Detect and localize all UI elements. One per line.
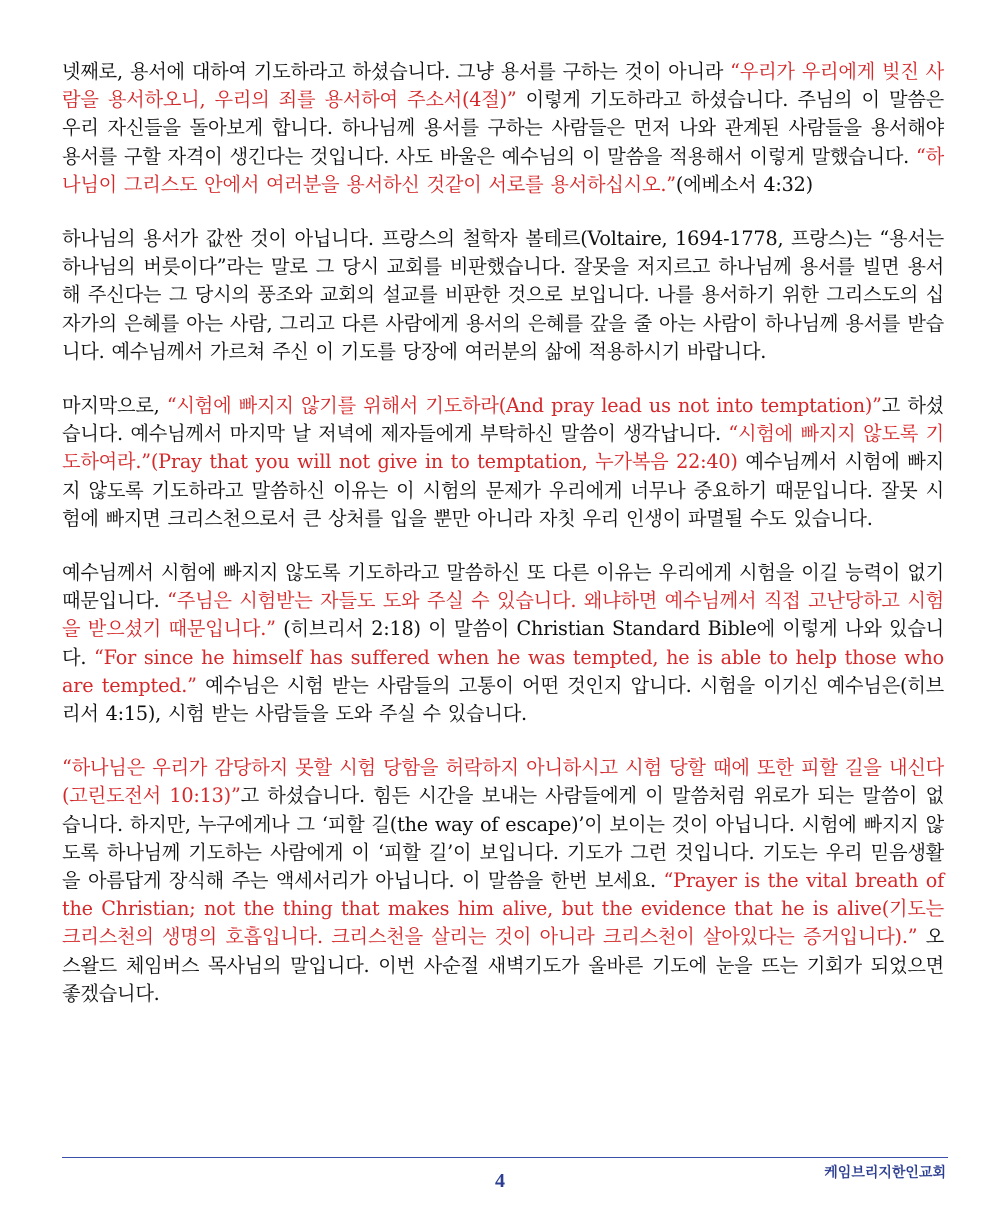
text-run: (에베소서 4:32) [675,172,813,196]
quote-chambers: “Prayer is the vital breath of the Christian; not the thing that makes him alive, but the evidence that he is alive(기도는 크리스천의 생명의 호흡입니다. 크리스천을 살리는 것이 아니라 크리스천이 살아있다는 증거입니다).” [62,869,944,949]
text-run: 예수님께서 시험에 빠지지 않도록 기도하라고 말씀하신 이유는 이 시험의 문제가 우리에게 너무나 중요하기 때문입니다. 잘못 시험에 빠지면 크리스천으로서 큰 상처를 입을 뿐만 아니라 자칫 우리 인생이 파멸될 수도 있습니다. [62,450,944,530]
text-run: 오스왈드 체임버스 목사님의 말입니다. 이번 사순절 새벽기도가 올바른 기도에 눈을 뜨는 기회가 되었으면 좋겠습니다. [62,925,945,1005]
quote-ephesians: “하나님이 그리스도 안에서 여러분을 용서하신 것같이 서로를 용서하십시오.” [62,144,944,196]
text-run: 넷째로, 용서에 대하여 기도하라고 하셨습니다. 그냥 용서를 구하는 것이 아니라 [62,60,731,83]
body-content [62,58,944,1034]
paragraph-voltaire [62,225,944,366]
church-name: 케임브리지한인교회 [824,1165,946,1181]
quote-luke: “시험에 빠지지 않도록 기도하여라.”(Pray that you will not give in to temptation, 누가복음 22:40) [62,422,944,474]
text-run: (히브리서 2:18) 이 말씀이 Christian Standard Bible에 이렇게 나와 있습니다. [62,617,944,669]
quote-csb-english: “For since he himself has suffered when he was tempted, he is able to help those who are tempted.” [62,645,944,697]
paragraph-forgiveness [62,58,944,199]
quote-lords-prayer-v4: “우리가 우리에게 빚진 사람을 용서하오니, 우리의 죄를 용서하여 주소서(4절)” [62,60,944,112]
paragraph-temptation [62,392,944,533]
quote-hebrews-korean: “주님은 시험받는 자들도 도와 주실 수 있습니다. 왜냐하면 예수님께서 직접 고난당하고 시험을 받으셨기 때문입니다.” [62,589,944,641]
text-run: 고 하셨습니다. 힘든 시간을 보내는 사람들에게 이 말씀처럼 위로가 되는 말씀이 없습니다. 하지만, 누구에게나 그 ‘피할 길(the way of escape)’이 보이는 것이 아닙니다. 시험에 빠지지 않도록 하나님께 기도하는 사람에게 이 ‘피할 길’이 보입니다. 기도가 그런 것입니다. 기도는 우리 믿음생활을 아름답게 장식해 주는 액세서리가 아닙니다. 이 말씀을 한번 보세요. [62,784,944,893]
quote-lead-us-not: “시험에 빠지지 않기를 위해서 기도하라(And pray lead us not into temptation)” [166,394,882,418]
text-run: 하나님의 용서가 값싼 것이 아닙니다. 프랑스의 철학자 볼테르(Voltaire, 1694-1778, 프랑스)는 “용서는 하나님의 버릇이다”라는 말로 그 당시 교회를 비판했습니다. 잘못을 저지르고 하나님께 용서를 빌면 용서해 주신다는 그 당시의 풍조와 교회의 설교를 비판한 것으로 보입니다. 나를 용서하기 위한 그리스도의 십자가의 은혜를 아는 사람, 그리고 다른 사람에게 용서의 은혜를 갚을 줄 아는 사람이 하나님께 용서를 받습니다. 예수님께서 가르쳐 주신 이 기도를 당장에 여러분의 삶에 적용하시기 바랍니다. [62,227,944,363]
text-run: 예수님께서 시험에 빠지지 않도록 기도하라고 말씀하신 또 다른 이유는 우리에게 시험을 이길 능력이 없기 때문입니다. [62,561,944,613]
footer-divider [62,1157,948,1158]
text-run: 마지막으로, [62,394,167,418]
text-run: 예수님은 시험 받는 사람들의 고통이 어떤 것인지 압니다. 시험을 이기신 예수님은(히브리서 4:15), 시험 받는 사람들을 도와 주실 수 있습니다. [62,673,944,726]
quote-corinthians: “하나님은 우리가 감당하지 못할 시험 당함을 허락하지 아니하시고 시험 당할 때에 또한 피할 길을 내신다(고린도전서 10:13)” [62,756,944,808]
text-run: 이렇게 기도하라고 하셨습니다. 주님의 이 말씀은 우리 자신들을 돌아보게 합니다. 하나님께 용서를 구하는 사람들은 먼저 나와 관계된 사람들을 용서해야 용서를 구할 자격이 생긴다는 것입니다. 사도 바울은 예수님의 이 말씀을 적용해서 이렇게 말했습니다. [62,88,944,168]
paragraph-hebrews [62,559,944,728]
text-run: 고 하셨습니다. 예수님께서 마지막 날 저녁에 제자들에게 부탁하신 말씀이 생각납니다. [62,394,945,446]
page-number: 4 [495,1170,505,1192]
paragraph-way-of-escape [62,754,944,1008]
